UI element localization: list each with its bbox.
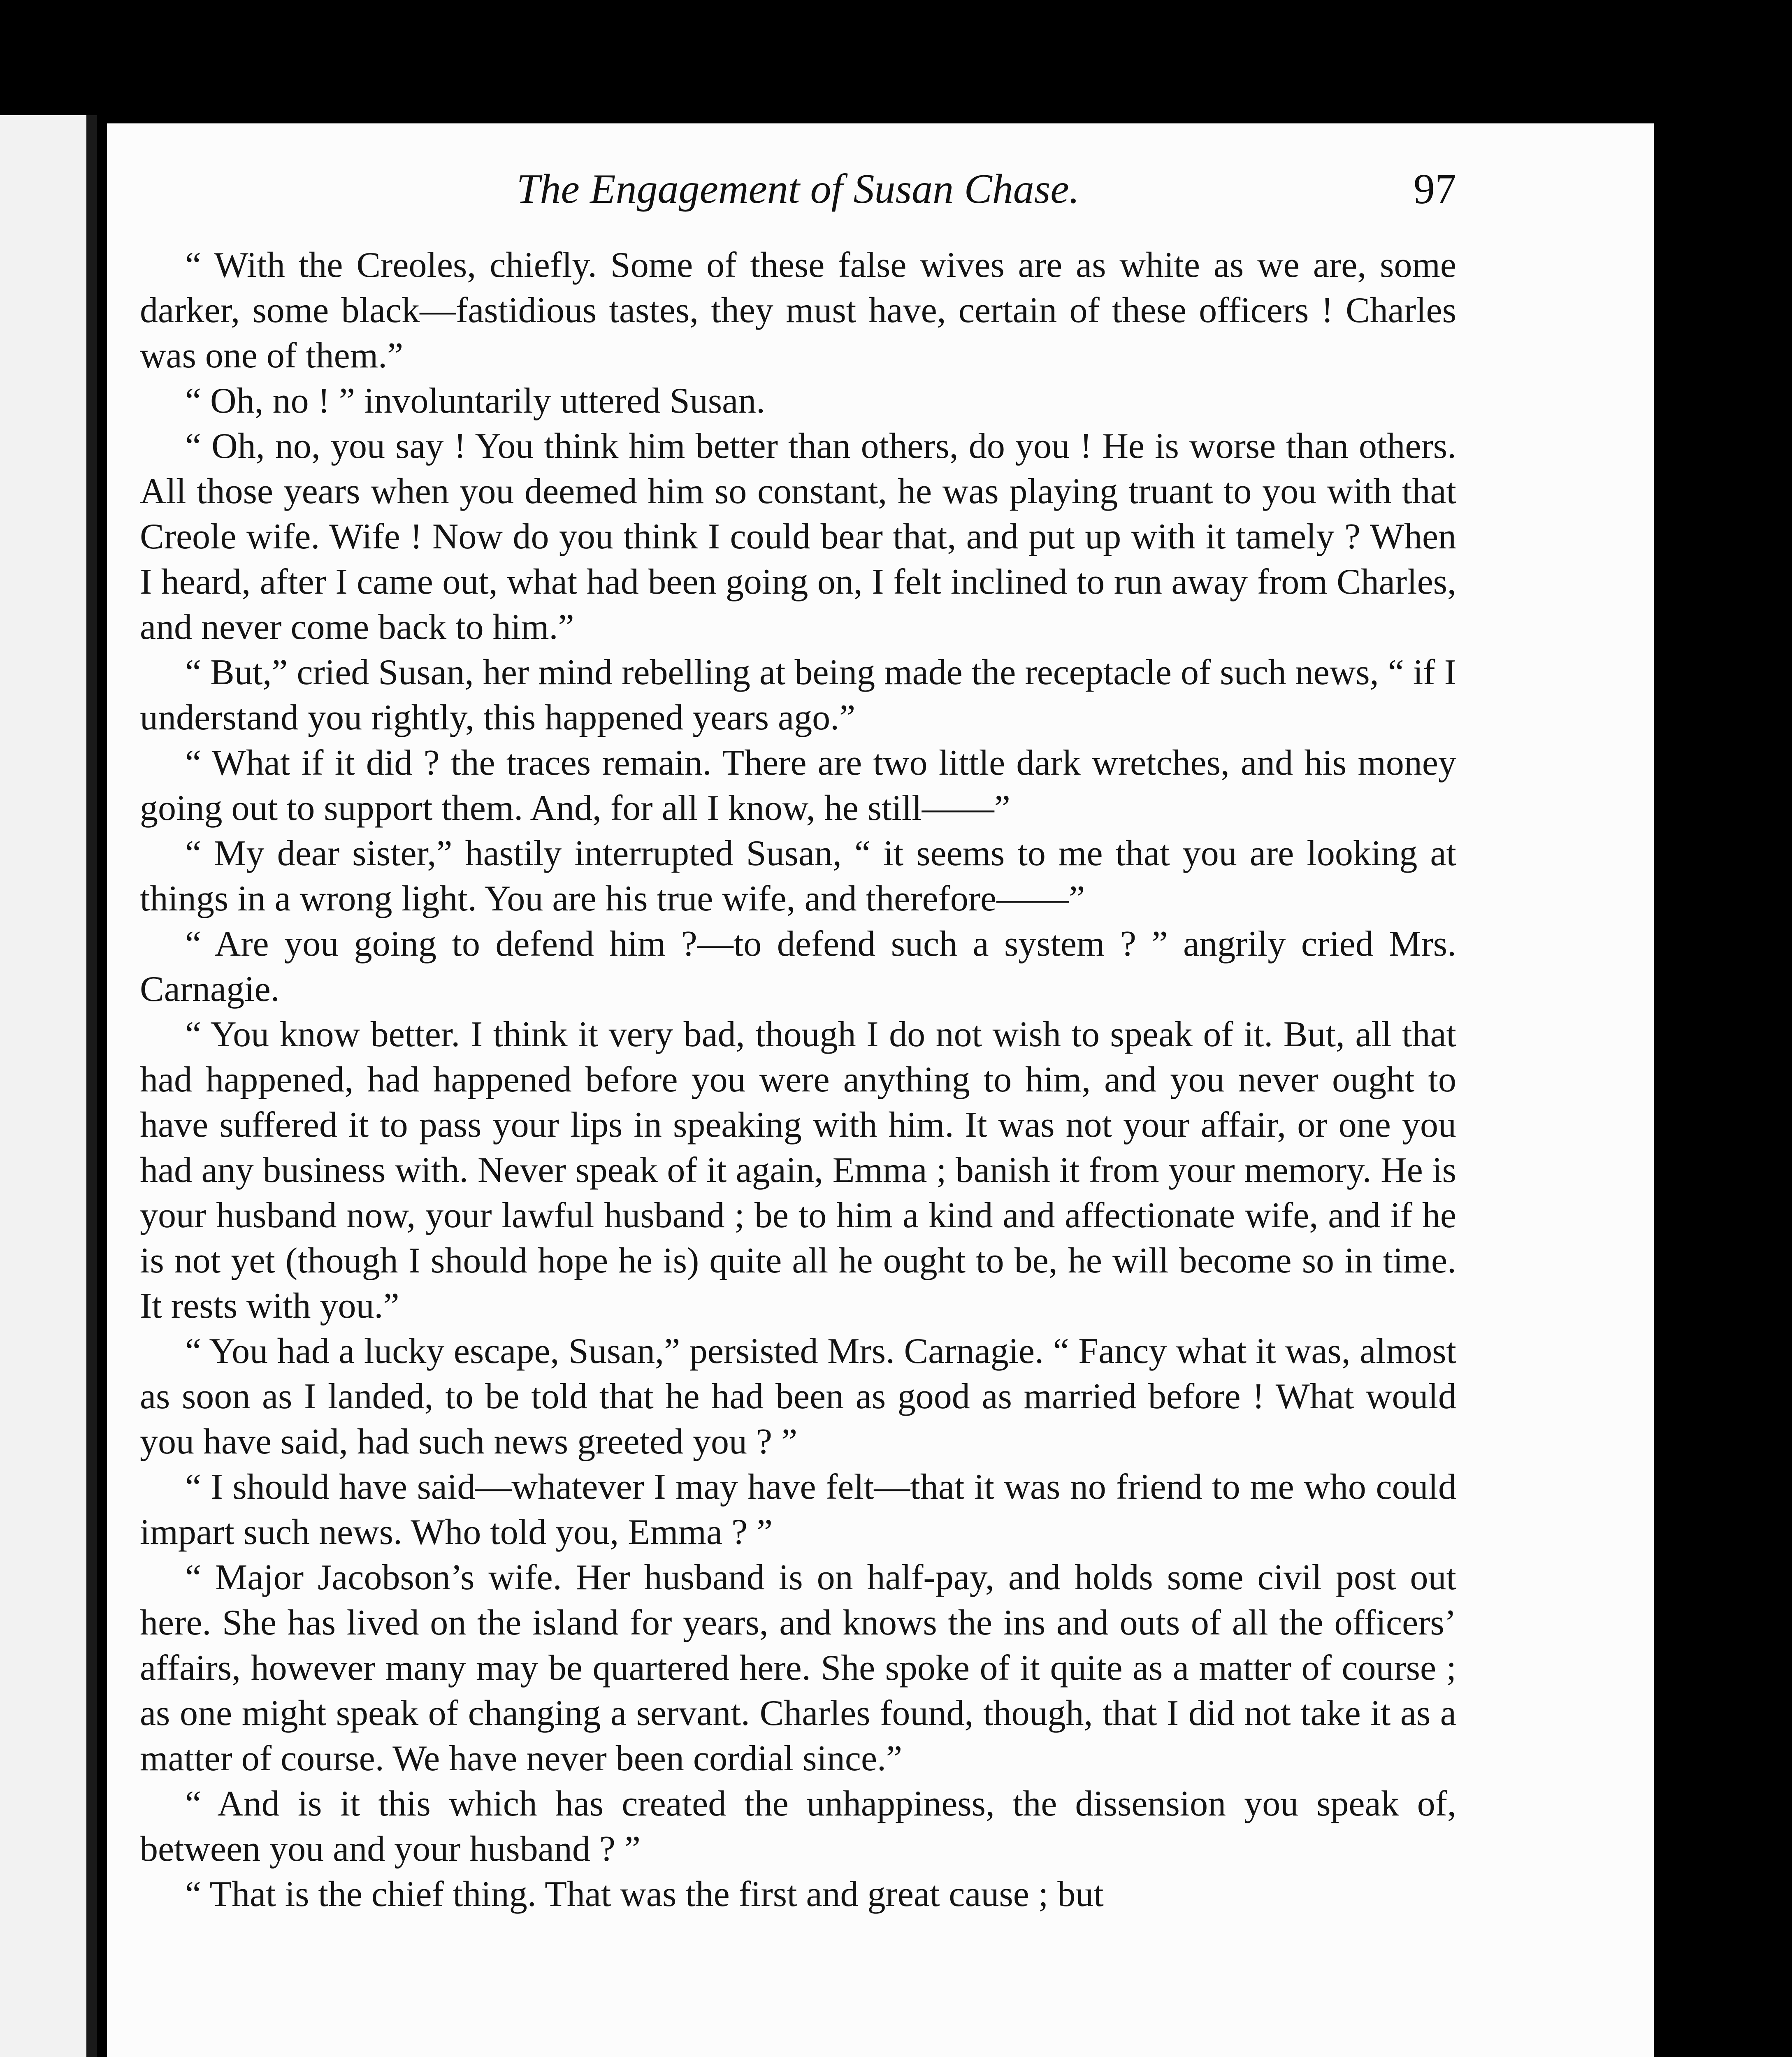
paragraph: “ Oh, no ! ” involuntarily uttered Susan.	[185, 381, 766, 421]
body-text	[140, 243, 1456, 1917]
paragraph: “ With the Creoles, chiefly. Some of these false wives are as white as we are, some darker, some black—fastidious tastes, they must have, certain of these officers ! Charles was one of them.”	[140, 245, 1456, 376]
paragraph: “ And is it this which has created the unhappiness, the dissension you speak of, between you and your husband ? ”	[140, 1784, 1456, 1869]
paragraph: “ What if it did ? the traces remain. There are two little dark wretches, and his money going out to support them. And, for all I know, he still——”	[140, 743, 1456, 828]
running-title: The Engagement of Susan Chase.	[516, 166, 1080, 212]
paragraph: “ Are you going to defend him ?—to defend such a system ? ” angrily cried Mrs. Carnagie.	[140, 924, 1456, 1009]
paragraph: “ You had a lucky escape, Susan,” persisted Mrs. Carnagie. “ Fancy what it was, almost as soon as I landed, to be told that he had been as good as married before ! What would you have said, had such news greeted you ? ”	[140, 1331, 1456, 1462]
adjacent-page-edge	[0, 115, 97, 2057]
paragraph: “ You know better. I think it very bad, though I do not wish to speak of it. But, all that had happened, had happened before you were anything to him, and you never ought to have suffered it to pass your lips in speaking with him. It was not your affair, or one you had any business with. Never speak of it again, Emma ; banish it from your memory. He is your husband now, your lawful husband ; be to him a kind and affectionate wife, and if he is not yet (though I should hope he is) quite all he ought to be, he will become so in time. It rests with you.”	[140, 1015, 1456, 1326]
paragraph: “ Major Jacobson’s wife. Her husband is on half-pay, and holds some civil post out here. She has lived on the island for years, and knows the ins and outs of all the officers’ affairs, however many may be quartered here. She spoke of it quite as a matter of course ; as one might speak of changing a servant. Charles found, though, that I did not take it as a matter of course. We have never been cordial since.”	[140, 1558, 1456, 1778]
page-number: 97	[1414, 165, 1456, 213]
paragraph: “ That is the chief thing. That was the first and great cause ; but	[185, 1874, 1104, 1914]
paragraph: “ But,” cried Susan, her mind rebelling at being made the receptacle of such news, “ if I understand you rightly, this happened years ago.”	[140, 652, 1456, 738]
paragraph: “ Oh, no, you say ! You think him better than others, do you ! He is worse than others. All those years when you deemed him so constant, he was playing truant to you with that Creole wife. Wife ! Now do you think I could bear that, and put up with it tamely ? When I heard, after I came out, what had been going on, I felt inclined to run away from Charles, and never come back to him.”	[140, 426, 1456, 647]
page-header	[140, 152, 1456, 226]
paragraph: “ I should have said—whatever I may have felt—that it was no friend to me who could impart such news. Who told you, Emma ? ”	[140, 1467, 1456, 1552]
paragraph: “ My dear sister,” hastily interrupted Susan, “ it seems to me that you are looking at things in a wrong light. You are his true wife, and therefore——”	[140, 833, 1456, 919]
